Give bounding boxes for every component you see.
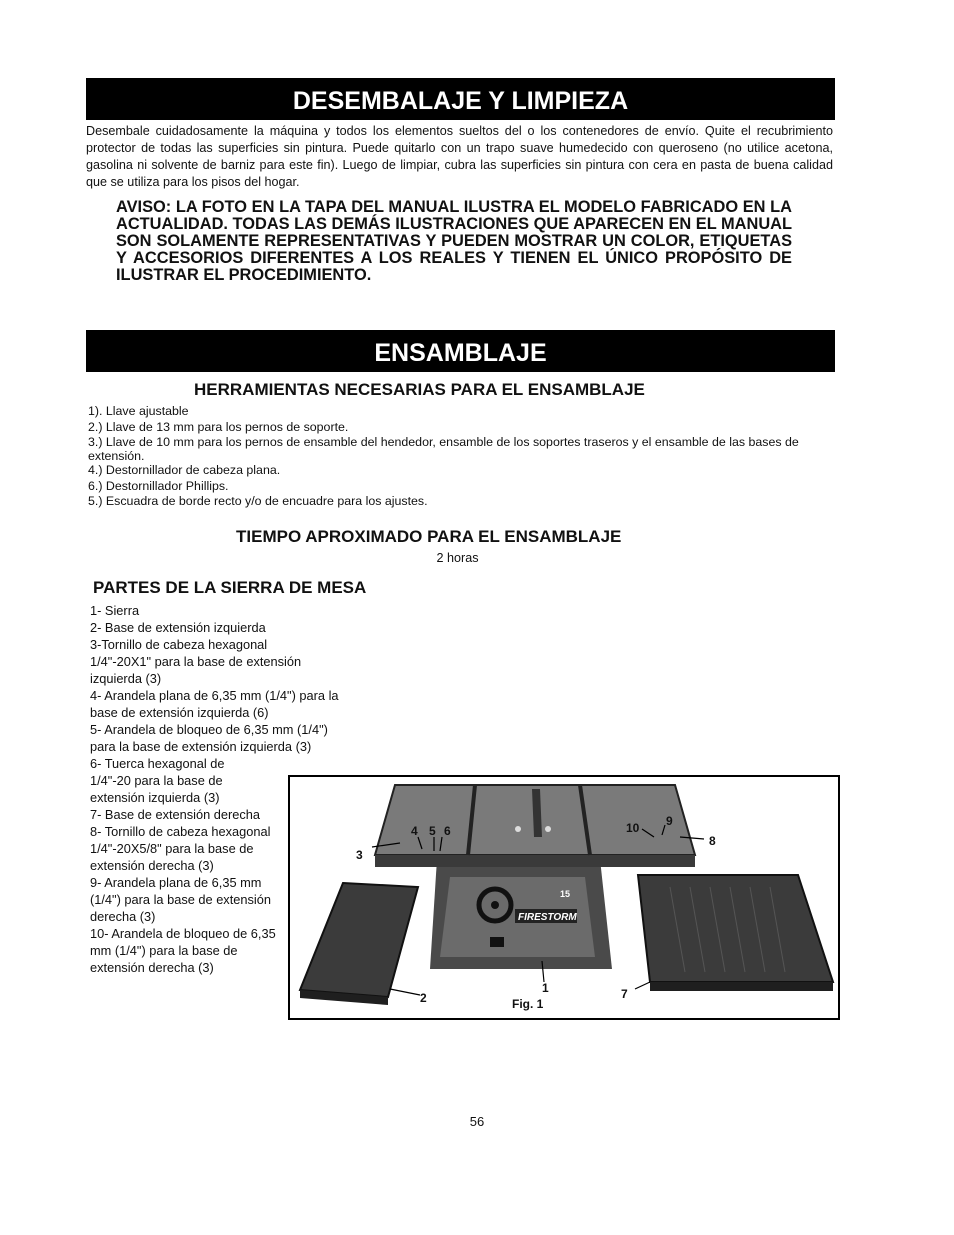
figure-caption: Fig. 1 <box>512 997 544 1011</box>
section-title-unpacking: DESEMBALAJE Y LIMPIEZA <box>86 78 835 120</box>
part-item: 2- Base de extensión izquierda <box>90 620 266 635</box>
assembly-time-value: 2 horas <box>436 551 479 565</box>
tools-list <box>88 404 838 510</box>
part-item: 1- Sierra <box>90 603 140 618</box>
part-item: 9- Arandela plana de 6,35 mm (1/4") para la base de extensión derecha (3) <box>90 875 271 924</box>
unpacking-paragraph: Desembale cuidadosamente la máquina y todos los elementos sueltos del o los contenedores de envío. Quite el recubrimiento protector de todas las superficies sin pintura. Puede quitarlo con un trapo suave humedecido con queroseno (no utilice acetona, gasolina ni solvente de barniz para este fin). Luego de limpiar, cubra las superficies sin pintura con cera en pasta de buena calidad que se utiliza para los pisos del hogar. <box>86 124 833 189</box>
tool-item: 3.) Llave de 10 mm para los pernos de ensamble del hendedor, ensamble de los soportes traseros y el ensamble de las bases de extensión. <box>88 435 799 463</box>
tool-item: 4.) Destornillador de cabeza plana. <box>88 463 281 477</box>
callout-5: 5 <box>429 824 436 838</box>
part-item: 8- Tornillo de cabeza hexagonal 1/4"-20X5/8" para la base de extensión derecha (3) <box>90 824 271 873</box>
part-item: 5- Arandela de bloqueo de 6,35 mm (1/4") para la base de extensión izquierda (3) <box>90 722 328 754</box>
warning-notice: AVISO: LA FOTO EN LA TAPA DEL MANUAL ILUSTRA EL MODELO FABRICADO EN LA ACTUALIDAD. TODAS LAS DEMÁS ILUSTRACIONES QUE APARECEN EN EL MANUAL SON SOLAMENTE REPRESENTATIVAS Y PUEDEN MOSTRAR UN COLOR, ETIQUETAS Y ACCESORIOS DIFERENTES A LOS REALES Y TIENEN EL ÚNICO PROPÓSITO DE ILUSTRAR EL PROCEDIMIENTO. <box>116 198 792 284</box>
part-item: 7- Base de extensión derecha <box>90 807 261 822</box>
callout-1: 1 <box>542 981 549 995</box>
brand-label: FIRESTORM <box>518 912 577 923</box>
callout-3: 3 <box>356 848 363 862</box>
figure-table-saw-parts <box>288 775 840 1020</box>
part-item: 10- Arandela de bloqueo de 6,35 mm (1/4") para la base de extensión derecha (3) <box>90 926 276 975</box>
callout-2: 2 <box>420 991 427 1005</box>
right-extension-wing <box>638 875 833 982</box>
callout-4: 4 <box>411 824 418 838</box>
page-number: 56 <box>469 1114 485 1129</box>
tools-heading: HERRAMIENTAS NECESARIAS PARA EL ENSAMBLAJE <box>194 380 645 399</box>
callout-6: 6 <box>444 824 451 838</box>
callout-10: 10 <box>626 821 640 835</box>
tool-item: 5.) Escuadra de borde recto y/o de encuadre para los ajustes. <box>88 494 428 508</box>
tool-item: 1). Llave ajustable <box>88 404 189 418</box>
part-item: 6- Tuerca hexagonal de 1/4"-20 para la base de extensión izquierda (3) <box>90 756 225 805</box>
callout-9: 9 <box>666 814 673 828</box>
section-title-assembly: ENSAMBLAJE <box>86 330 835 372</box>
left-extension-wing <box>300 883 418 997</box>
tool-item: 6.) Destornillador Phillips. <box>88 478 229 493</box>
assembly-time-heading: TIEMPO APROXIMADO PARA EL ENSAMBLAJE <box>236 527 622 546</box>
power-badge: 15 <box>560 889 571 899</box>
callout-7: 7 <box>621 987 628 1001</box>
part-item: 3-Tornillo de cabeza hexagonal 1/4"-20X1" para la base de extensión izquierda (3) <box>90 637 302 686</box>
callout-8: 8 <box>709 834 716 848</box>
part-item: 4- Arandela plana de 6,35 mm (1/4") para la base de extensión izquierda (6) <box>90 688 339 720</box>
table-saw-illustration <box>290 777 838 1018</box>
parts-heading: PARTES DE LA SIERRA DE MESA <box>93 578 367 597</box>
tool-item: 2.) Llave de 13 mm para los pernos de soporte. <box>88 419 349 434</box>
